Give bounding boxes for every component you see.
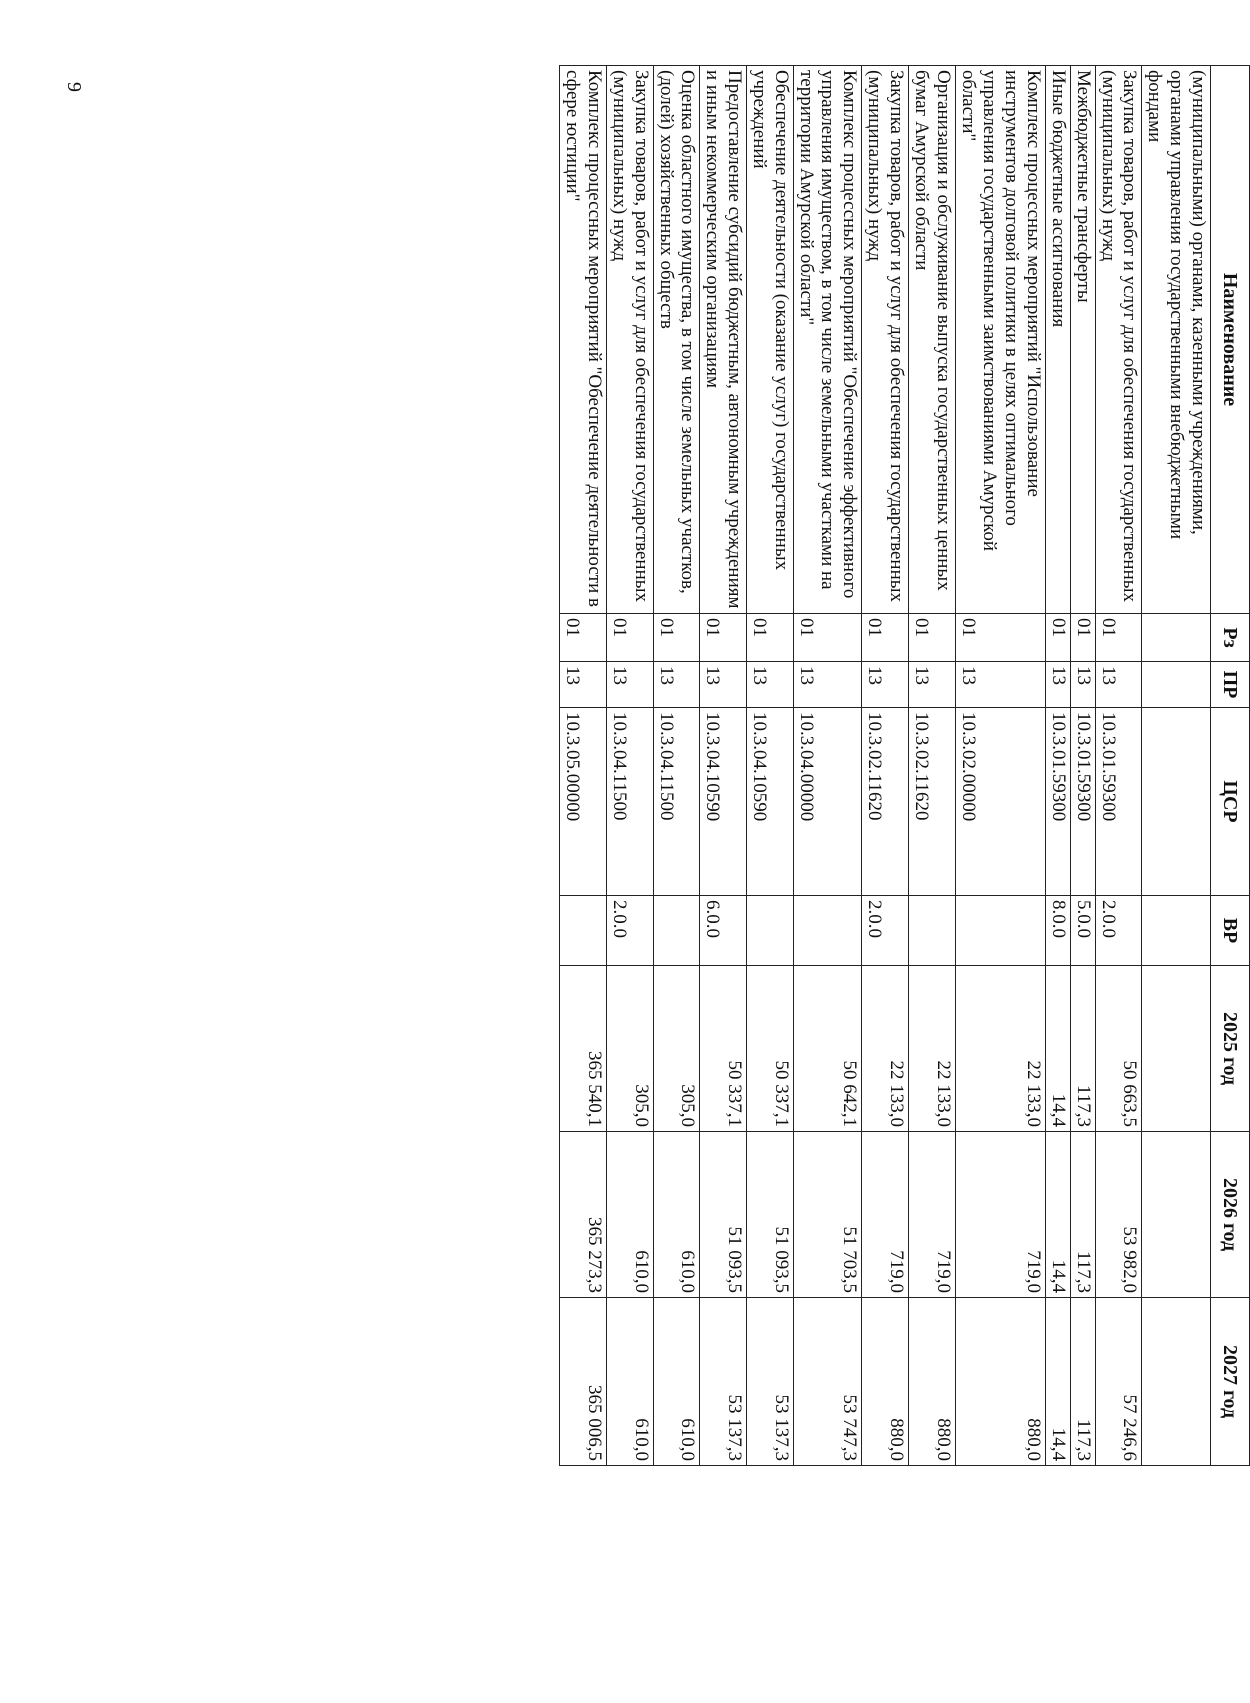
cell-2025: 365 540,1 <box>560 966 607 1132</box>
cell-2025: 305,0 <box>653 966 700 1132</box>
cell-2026: 117,3 <box>1070 1132 1095 1298</box>
budget-table <box>559 65 1250 1466</box>
cell-pr: 13 <box>607 662 654 708</box>
cell-2025: 50 663,5 <box>1095 966 1142 1132</box>
cell-2026: 610,0 <box>653 1132 700 1298</box>
cell-rz: 01 <box>793 614 862 662</box>
cell-csr: 10.3.04.11500 <box>607 708 654 896</box>
cell-2026: 719,0 <box>909 1132 956 1298</box>
cell-pr: 13 <box>653 662 700 708</box>
cell-name: Организация и обслуживание выпуска государственных ценных бумаг Амурской области <box>909 66 956 614</box>
cell-2025 <box>1142 966 1211 1132</box>
table-row <box>793 66 862 1466</box>
cell-2027: 880,0 <box>955 1298 1045 1466</box>
rotated-table-container <box>330 65 1250 1465</box>
table-header-row <box>1211 66 1250 1466</box>
cell-csr: 10.3.02.11620 <box>909 708 956 896</box>
cell-2027: 610,0 <box>607 1298 654 1466</box>
cell-2025: 50 337,1 <box>747 966 794 1132</box>
cell-pr: 13 <box>955 662 1045 708</box>
cell-name: Комплекс процессных мероприятий "Использование инструментов долговой политики в целях оптимального управления государственными заимствованиями Амурской области" <box>955 66 1045 614</box>
cell-2025: 305,0 <box>607 966 654 1132</box>
cell-2027 <box>1142 1298 1211 1466</box>
header-2025: 2025 год <box>1211 966 1250 1132</box>
cell-pr: 13 <box>862 662 909 708</box>
cell-2025: 22 133,0 <box>909 966 956 1132</box>
table-row <box>700 66 747 1466</box>
cell-name: Комплекс процессных мероприятий "Обеспечение деятельности в сфере юстиции" <box>560 66 607 614</box>
table-row <box>607 66 654 1466</box>
cell-csr: 10.3.02.00000 <box>955 708 1045 896</box>
cell-csr: 10.3.04.11500 <box>653 708 700 896</box>
cell-csr: 10.3.04.00000 <box>793 708 862 896</box>
cell-vr: 5.0.0 <box>1070 896 1095 966</box>
header-csr: ЦСР <box>1211 708 1250 896</box>
cell-2025: 22 133,0 <box>862 966 909 1132</box>
cell-pr: 13 <box>793 662 862 708</box>
cell-vr <box>1142 896 1211 966</box>
table-row <box>747 66 794 1466</box>
cell-rz: 01 <box>1095 614 1142 662</box>
cell-vr: 6.0.0 <box>700 896 747 966</box>
cell-2026: 365 273,3 <box>560 1132 607 1298</box>
cell-2026 <box>1142 1132 1211 1298</box>
cell-pr: 13 <box>909 662 956 708</box>
table-row <box>653 66 700 1466</box>
header-2026: 2026 год <box>1211 1132 1250 1298</box>
cell-name: Закупка товаров, работ и услуг для обеспечения государственных (муниципальных) нужд <box>862 66 909 614</box>
header-vr: ВР <box>1211 896 1250 966</box>
cell-pr: 13 <box>700 662 747 708</box>
cell-name: Иные бюджетные ассигнования <box>1046 66 1071 614</box>
cell-vr <box>653 896 700 966</box>
table-row <box>862 66 909 1466</box>
cell-2026: 51 093,5 <box>747 1132 794 1298</box>
cell-rz: 01 <box>1046 614 1071 662</box>
cell-2027: 117,3 <box>1070 1298 1095 1466</box>
cell-vr <box>560 896 607 966</box>
cell-2026: 51 093,5 <box>700 1132 747 1298</box>
cell-pr: 13 <box>1070 662 1095 708</box>
cell-2026: 14,4 <box>1046 1132 1071 1298</box>
table-row <box>1070 66 1095 1466</box>
cell-vr <box>909 896 956 966</box>
cell-2027: 880,0 <box>862 1298 909 1466</box>
cell-rz: 01 <box>862 614 909 662</box>
cell-rz: 01 <box>607 614 654 662</box>
cell-name: Комплекс процессных мероприятий "Обеспечение эффективного управления имуществом, в том числе земельными участками на территории Амурской области" <box>793 66 862 614</box>
cell-csr <box>1142 708 1211 896</box>
table-row <box>1142 66 1211 1466</box>
table-row <box>560 66 607 1466</box>
table-row <box>909 66 956 1466</box>
table-row <box>1046 66 1071 1466</box>
cell-name: Закупка товаров, работ и услуг для обеспечения государственных (муниципальных) нужд <box>607 66 654 614</box>
cell-2026: 719,0 <box>955 1132 1045 1298</box>
cell-2026: 51 703,5 <box>793 1132 862 1298</box>
cell-2027: 53 137,3 <box>700 1298 747 1466</box>
cell-name: Предоставление субсидий бюджетным, автономным учреждениям и иным некоммерческим организациям <box>700 66 747 614</box>
cell-csr: 10.3.04.10590 <box>700 708 747 896</box>
cell-2027: 53 137,3 <box>747 1298 794 1466</box>
cell-rz: 01 <box>653 614 700 662</box>
cell-2025: 22 133,0 <box>955 966 1045 1132</box>
cell-rz: 01 <box>955 614 1045 662</box>
cell-csr: 10.3.05.00000 <box>560 708 607 896</box>
cell-csr: 10.3.04.10590 <box>747 708 794 896</box>
cell-2027: 880,0 <box>909 1298 956 1466</box>
cell-2027: 610,0 <box>653 1298 700 1466</box>
table-row <box>955 66 1045 1466</box>
cell-rz: 01 <box>909 614 956 662</box>
table-row <box>1095 66 1142 1466</box>
cell-name: (муниципальными) органами, казенными учреждениями, органами управления государственными внебюджетными фондами <box>1142 66 1211 614</box>
cell-vr: 8.0.0 <box>1046 896 1071 966</box>
header-2027: 2027 год <box>1211 1298 1250 1466</box>
cell-rz: 01 <box>560 614 607 662</box>
cell-name: Закупка товаров, работ и услуг для обеспечения государственных (муниципальных) нужд <box>1095 66 1142 614</box>
cell-rz <box>1142 614 1211 662</box>
cell-csr: 10.3.02.11620 <box>862 708 909 896</box>
cell-2026: 719,0 <box>862 1132 909 1298</box>
cell-name: Обеспечение деятельности (оказание услуг) государственных учреждений <box>747 66 794 614</box>
cell-name: Межбюджетные трансферты <box>1070 66 1095 614</box>
cell-vr <box>955 896 1045 966</box>
cell-vr <box>747 896 794 966</box>
cell-2026: 610,0 <box>607 1132 654 1298</box>
page-number: 9 <box>63 82 85 92</box>
cell-2025: 117,3 <box>1070 966 1095 1132</box>
cell-vr: 2.0.0 <box>607 896 654 966</box>
header-pr: ПР <box>1211 662 1250 708</box>
cell-2027: 57 246,6 <box>1095 1298 1142 1466</box>
cell-rz: 01 <box>747 614 794 662</box>
cell-pr: 13 <box>1046 662 1071 708</box>
cell-2025: 50 337,1 <box>700 966 747 1132</box>
cell-pr <box>1142 662 1211 708</box>
cell-vr: 2.0.0 <box>862 896 909 966</box>
cell-pr: 13 <box>747 662 794 708</box>
cell-pr: 13 <box>1095 662 1142 708</box>
cell-name: Оценка областного имущества, в том числе земельных участков, (долей) хозяйственных обществ <box>653 66 700 614</box>
cell-2027: 365 006,5 <box>560 1298 607 1466</box>
header-name: Наименование <box>1211 66 1250 614</box>
cell-vr: 2.0.0 <box>1095 896 1142 966</box>
cell-2025: 50 642,1 <box>793 966 862 1132</box>
cell-rz: 01 <box>1070 614 1095 662</box>
cell-rz: 01 <box>700 614 747 662</box>
cell-csr: 10.3.01.59300 <box>1046 708 1071 896</box>
header-rz: Рз <box>1211 614 1250 662</box>
cell-csr: 10.3.01.59300 <box>1070 708 1095 896</box>
cell-2026: 53 982,0 <box>1095 1132 1142 1298</box>
cell-2027: 53 747,3 <box>793 1298 862 1466</box>
cell-pr: 13 <box>560 662 607 708</box>
cell-csr: 10.3.01.59300 <box>1095 708 1142 896</box>
cell-vr <box>793 896 862 966</box>
cell-2025: 14,4 <box>1046 966 1071 1132</box>
cell-2027: 14,4 <box>1046 1298 1071 1466</box>
